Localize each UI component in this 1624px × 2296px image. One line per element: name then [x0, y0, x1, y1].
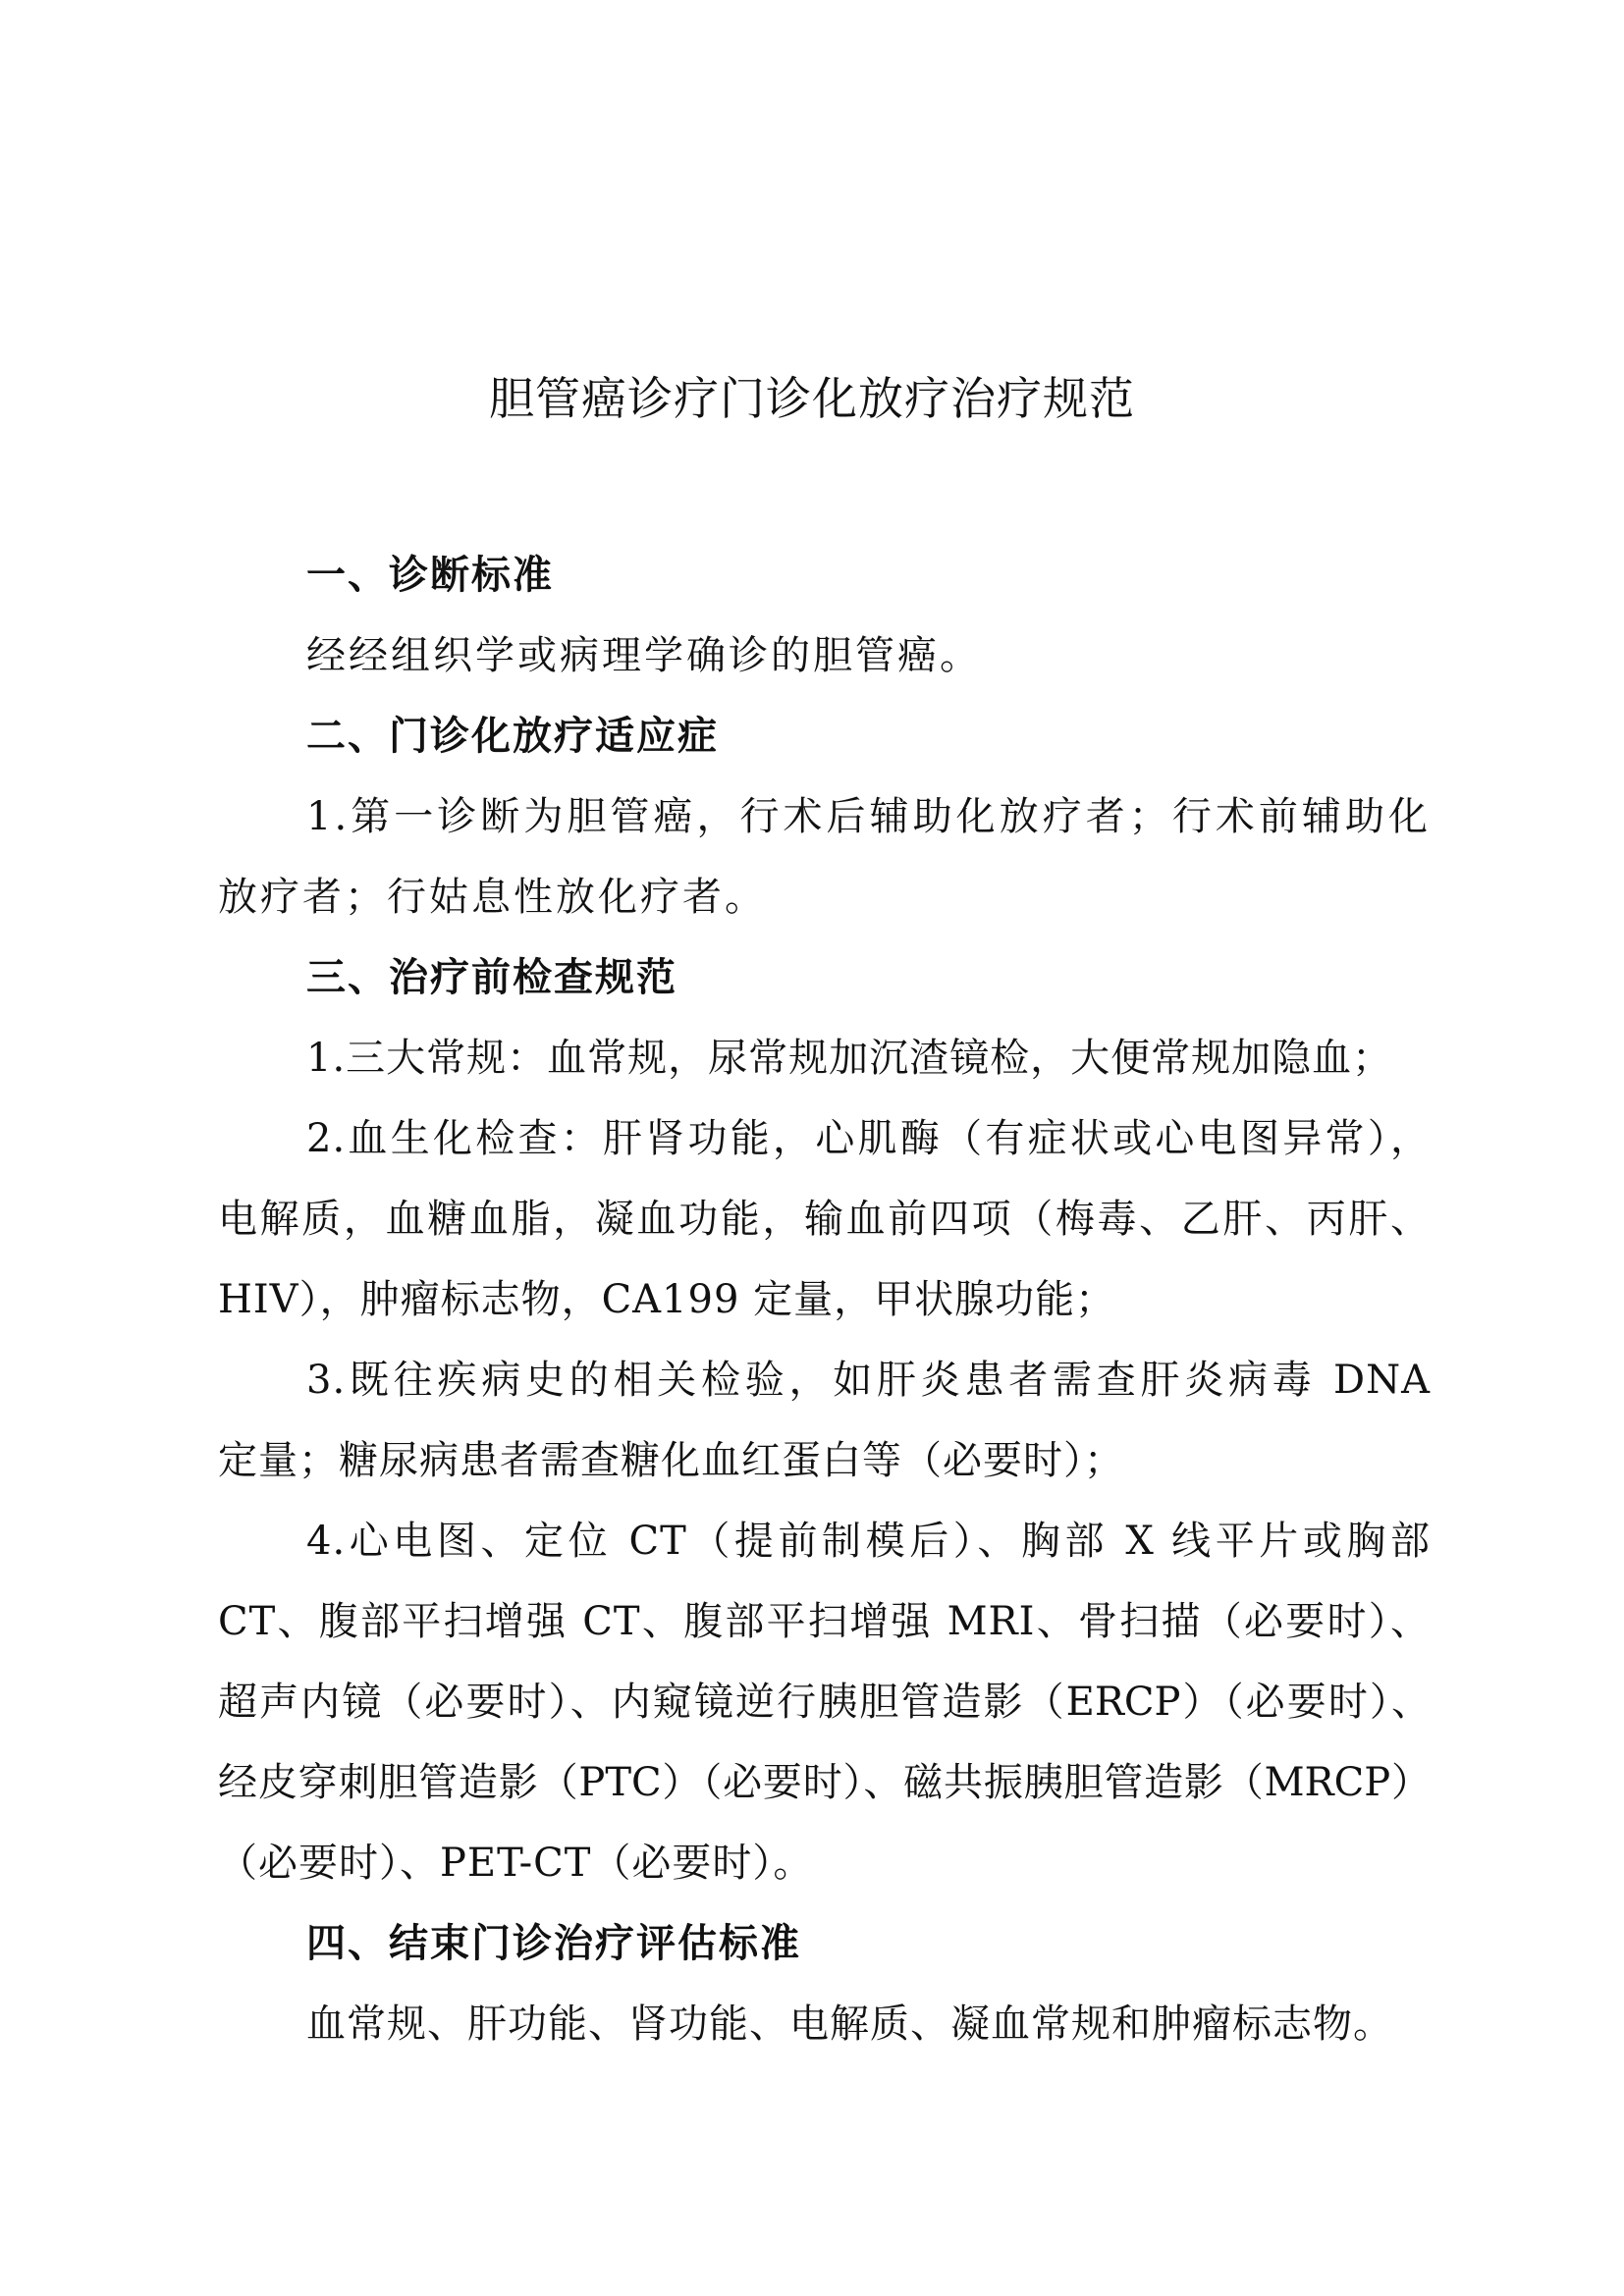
paragraph-line: 1.三大常规：血常规，尿常规加沉渣镜检，大便常规加隐血；: [306, 1036, 1393, 1081]
section-heading-end-evaluation: 四、结束门诊治疗评估标准: [306, 1921, 801, 1966]
document-body: [218, 535, 1431, 2064]
section-heading-diagnosis: 一、诊断标准: [306, 553, 554, 598]
paragraph-line: CT、腹部平扫增强 CT、腹部平扫增强 MRI、骨扫描（必要时）、: [218, 1599, 1431, 1644]
paragraph-line: 放疗者；行姑息性放化疗者。: [218, 875, 767, 920]
page-title: 胆管癌诊疗门诊化放疗治疗规范: [489, 372, 1135, 425]
paragraph-line: 4.心电图、定位 CT（提前制模后）、胸部 X 线平片或胸部: [306, 1519, 1431, 1564]
paragraph-line: 3.既往疾病史的相关检验，如肝炎患者需查肝炎病毒 DNA: [306, 1358, 1431, 1403]
paragraph-line: 定量；糖尿病患者需查糖化血红蛋白等（必要时）；: [218, 1438, 1124, 1483]
paragraph-line: 超声内镜（必要时）、内窥镜逆行胰胆管造影（ERCP）（必要时）、: [218, 1680, 1431, 1725]
paragraph-line: 1.第一诊断为胆管癌，行术后辅助化放疗者；行术前辅助化: [306, 794, 1431, 839]
section-heading-pre-treatment-exams: 三、治疗前检查规范: [306, 955, 677, 1000]
paragraph-line: 血常规、肝功能、肾功能、电解质、凝血常规和肿瘤标志物。: [306, 2002, 1393, 2047]
section-heading-indications: 二、门诊化放疗适应症: [306, 714, 719, 759]
paragraph-line: HIV），肿瘤标志物，CA199 定量，甲状腺功能；: [218, 1277, 1116, 1322]
paragraph-line: 经经组织学或病理学确诊的胆管癌。: [306, 633, 982, 678]
paragraph-line: 电解质，血糖血脂，凝血功能，输血前四项（梅毒、乙肝、丙肝、: [218, 1197, 1431, 1242]
paragraph-line: 2.血生化检查：肝肾功能，心肌酶（有症状或心电图异常），: [306, 1116, 1431, 1161]
paragraph-line: （必要时）、PET-CT（必要时）。: [218, 1841, 814, 1886]
paragraph-line: 经皮穿刺胆管造影（PTC）（必要时）、磁共振胰胆管造影（MRCP）: [218, 1760, 1431, 1805]
